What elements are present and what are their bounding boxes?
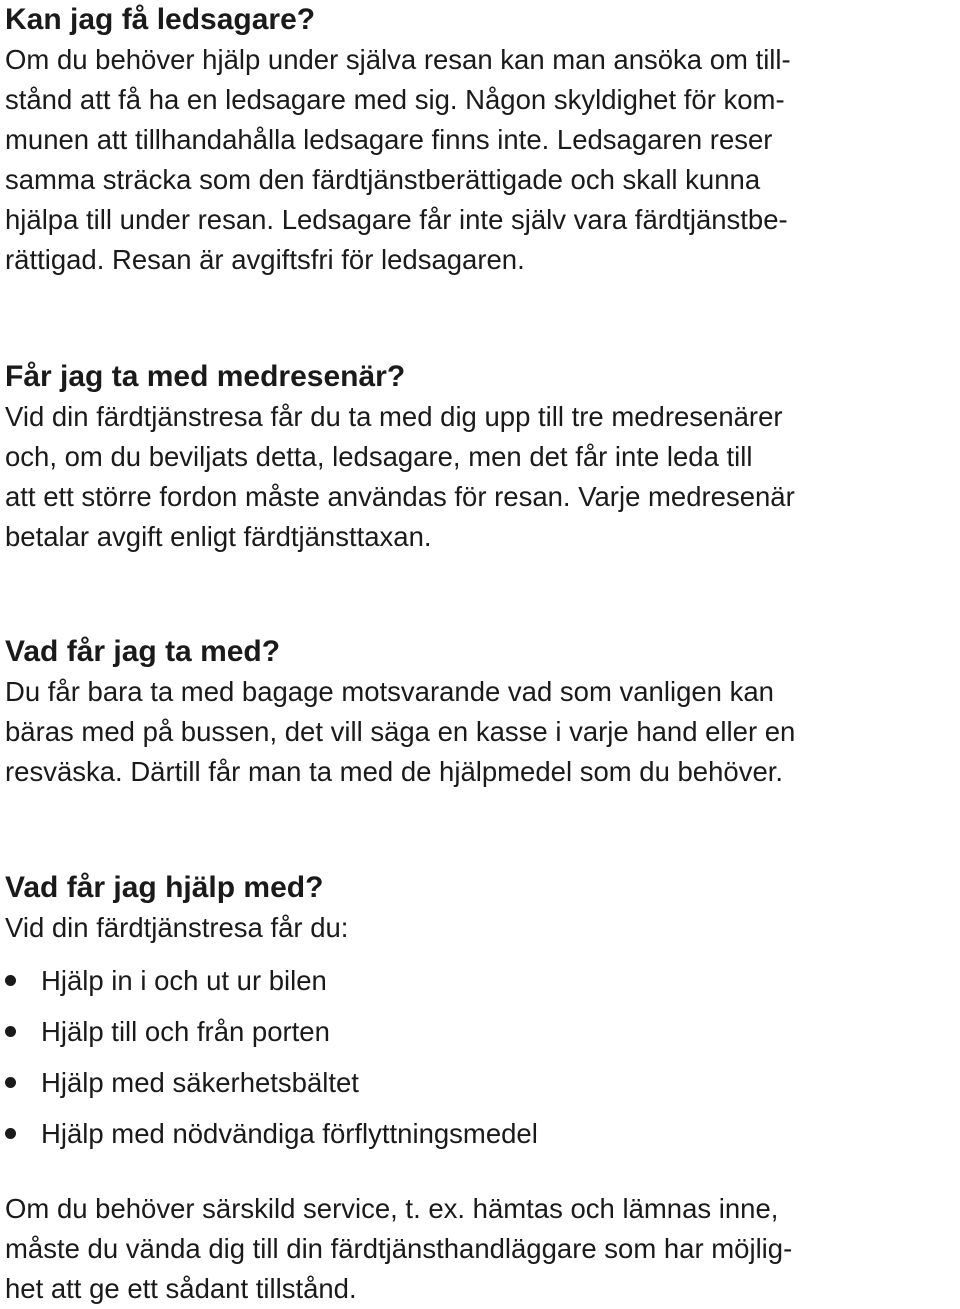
- paragraph-line: hjälpa till under resan. Ledsagare får inte själv vara färdtjänstbe-: [5, 204, 788, 235]
- paragraph-line: munen att tillhandahålla ledsagare finns inte. Ledsagaren reser: [5, 124, 773, 155]
- list-item: [5, 1006, 538, 1057]
- list-item-text: Hjälp in i och ut ur bilen: [41, 965, 327, 996]
- section-heading: Vad får jag hjälp med?: [5, 871, 324, 904]
- paragraph-line: Vid din färdtjänstresa får du ta med dig upp till tre medresenärer: [5, 401, 783, 432]
- section-bagage: [5, 632, 795, 792]
- section-paragraph: [5, 40, 791, 280]
- section-hjalp: [5, 868, 348, 948]
- paragraph-line: och, om du beviljats detta, ledsagare, men det får inte leda till: [5, 441, 753, 472]
- paragraph-line: måste du vända dig till din färdtjänsthandläggare som har möjlig-: [5, 1233, 793, 1264]
- section-heading: Får jag ta med medresenär?: [5, 360, 406, 393]
- paragraph-line: rättigad. Resan är avgiftsfri för ledsagaren.: [5, 244, 525, 275]
- paragraph-line: Vid din färdtjänstresa får du:: [5, 912, 349, 943]
- closing-note: [5, 1189, 792, 1309]
- paragraph-line: resväska. Därtill får man ta med de hjälpmedel som du behöver.: [5, 756, 784, 787]
- paragraph-line: bäras med på bussen, det vill säga en kasse i varje hand eller en: [5, 716, 796, 747]
- section-ledsagare: [5, 0, 791, 280]
- paragraph-line: samma sträcka som den färdtjänstberättigade och skall kunna: [5, 164, 761, 195]
- paragraph-line: Om du behöver hjälp under själva resan kan man ansöka om till-: [5, 44, 791, 75]
- section-medresenar: [5, 357, 795, 557]
- paragraph-line: betalar avgift enligt färdtjänsttaxan.: [5, 521, 432, 552]
- list-item-text: Hjälp med nödvändiga förflyttningsmedel: [41, 1118, 538, 1149]
- list-item: [5, 1057, 538, 1108]
- closing-paragraph: [5, 1189, 792, 1309]
- help-bullet-list: [5, 955, 538, 1159]
- list-item-text: Hjälp till och från porten: [41, 1016, 330, 1047]
- paragraph-line: stånd att få ha en ledsagare med sig. Någon skyldighet för kom-: [5, 84, 785, 115]
- section-heading: Kan jag få ledsagare?: [5, 3, 316, 36]
- section-paragraph: [5, 908, 348, 948]
- list-item: [5, 1108, 538, 1159]
- section-heading: Vad får jag ta med?: [5, 635, 281, 668]
- paragraph-line: Du får bara ta med bagage motsvarande vad som vanligen kan: [5, 676, 774, 707]
- section-paragraph: [5, 672, 795, 792]
- paragraph-line: att ett större fordon måste användas för resan. Varje medresenär: [5, 481, 795, 512]
- bullet-icon: [5, 975, 16, 986]
- paragraph-line: het att ge ett sådant tillstånd.: [5, 1273, 357, 1304]
- list-item-text: Hjälp med säkerhetsbältet: [41, 1067, 359, 1098]
- bullet-icon: [5, 1026, 16, 1037]
- bullet-icon: [5, 1077, 16, 1088]
- paragraph-line: Om du behöver särskild service, t. ex. hämtas och lämnas inne,: [5, 1193, 779, 1224]
- bullet-icon: [5, 1128, 16, 1139]
- list-item: [5, 955, 538, 1006]
- section-paragraph: [5, 397, 795, 557]
